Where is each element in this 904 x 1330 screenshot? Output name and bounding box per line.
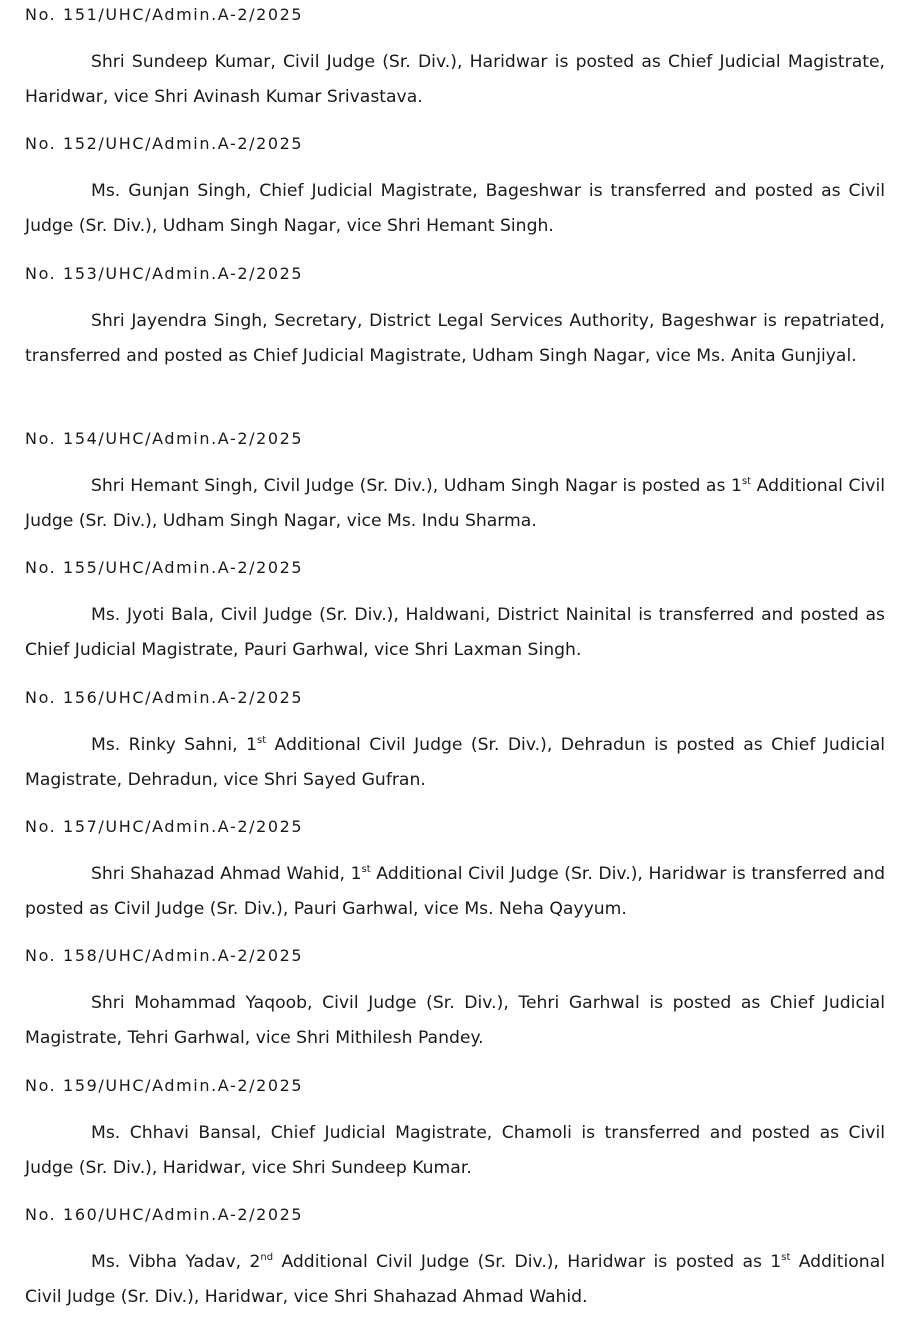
order-text: Shri Hemant Singh, Civil Judge (Sr. Div.), Udham Singh Nagar is posted as 1st Additional Civil Judge (Sr. Div.), Udham Singh Nagar, vice Ms. Indu Sharma.	[25, 475, 886, 531]
order-entry-153	[25, 259, 885, 424]
notification-document	[25, 0, 885, 1330]
order-text: Shri Mohammad Yaqoob, Civil Judge (Sr. Div.), Tehri Garhwal is posted as Chief Judicial Magistrate, Tehri Garhwal, vice Shri Mithilesh Pandey.	[25, 993, 885, 1049]
ordinal-suffix: st	[256, 734, 267, 746]
order-entry-155	[25, 553, 885, 682]
order-number: No. 156/UHC/Admin.A-2/2025	[25, 687, 304, 707]
order-text: Shri Shahazad Ahmad Wahid, 1st Additional Civil Judge (Sr. Div.), Haridwar is transferred and posted as Civil Judge (Sr. Div.), Pauri Garhwal, vice Ms. Neha Qayyum.	[25, 863, 886, 919]
order-text: Ms. Chhavi Bansal, Chief Judicial Magistrate, Chamoli is transferred and posted as Civil Judge (Sr. Div.), Haridwar, vice Shri Sundeep Kumar.	[25, 1122, 885, 1178]
order-entry-152	[25, 129, 885, 258]
order-number: No. 152/UHC/Admin.A-2/2025	[25, 134, 304, 154]
order-text: Shri Jayendra Singh, Secretary, District Legal Services Authority, Bageshwar is repatriated, transferred and posted as Chief Judicial Magistrate, Udham Singh Nagar, vice Ms. Anita Gunjiyal.	[25, 310, 885, 366]
ordinal-suffix: st	[741, 475, 752, 487]
order-text: Shri Sundeep Kumar, Civil Judge (Sr. Div.), Haridwar is posted as Chief Judicial Magistrate, Haridwar, vice Shri Avinash Kumar Srivastava.	[25, 52, 885, 107]
order-entry-160	[25, 1200, 885, 1329]
order-text: Ms. Vibha Yadav, 2nd Additional Civil Judge (Sr. Div.), Haridwar is posted as 1st Additional Civil Judge (Sr. Div.), Haridwar, vice Shri Shahazad Ahmad Wahid.	[25, 1252, 886, 1308]
order-number: No. 155/UHC/Admin.A-2/2025	[25, 558, 304, 578]
ordinal-suffix: st	[361, 863, 371, 875]
order-text: Ms. Gunjan Singh, Chief Judicial Magistrate, Bageshwar is transferred and posted as Civil Judge (Sr. Div.), Udham Singh Nagar, vice Shri Hemant Singh.	[25, 181, 885, 237]
order-number: No. 153/UHC/Admin.A-2/2025	[25, 263, 304, 283]
ordinal-suffix: nd	[260, 1252, 274, 1264]
order-entry-156	[25, 683, 885, 812]
order-number: No. 159/UHC/Admin.A-2/2025	[25, 1075, 304, 1095]
ordinal-suffix: st	[781, 1252, 791, 1264]
order-number: No. 157/UHC/Admin.A-2/2025	[25, 816, 304, 836]
order-entry-157	[25, 812, 885, 941]
order-entry-158	[25, 941, 885, 1070]
order-number: No. 154/UHC/Admin.A-2/2025	[25, 428, 304, 448]
order-text: Ms. Jyoti Bala, Civil Judge (Sr. Div.), Haldwani, District Nainital is transferred and posted as Chief Judicial Magistrate, Pauri Garhwal, vice Shri Laxman Singh.	[25, 605, 885, 661]
order-number: No. 160/UHC/Admin.A-2/2025	[25, 1205, 304, 1225]
order-number: No. 158/UHC/Admin.A-2/2025	[25, 946, 304, 966]
order-entry-151	[25, 0, 885, 129]
order-number: No. 151/UHC/Admin.A-2/2025	[25, 5, 304, 24]
order-entry-159	[25, 1071, 885, 1200]
order-text: Ms. Rinky Sahni, 1st Additional Civil Judge (Sr. Div.), Dehradun is posted as Chief Judicial Magistrate, Dehradun, vice Shri Sayed Gufran.	[25, 734, 885, 790]
order-entry-154	[25, 424, 885, 553]
